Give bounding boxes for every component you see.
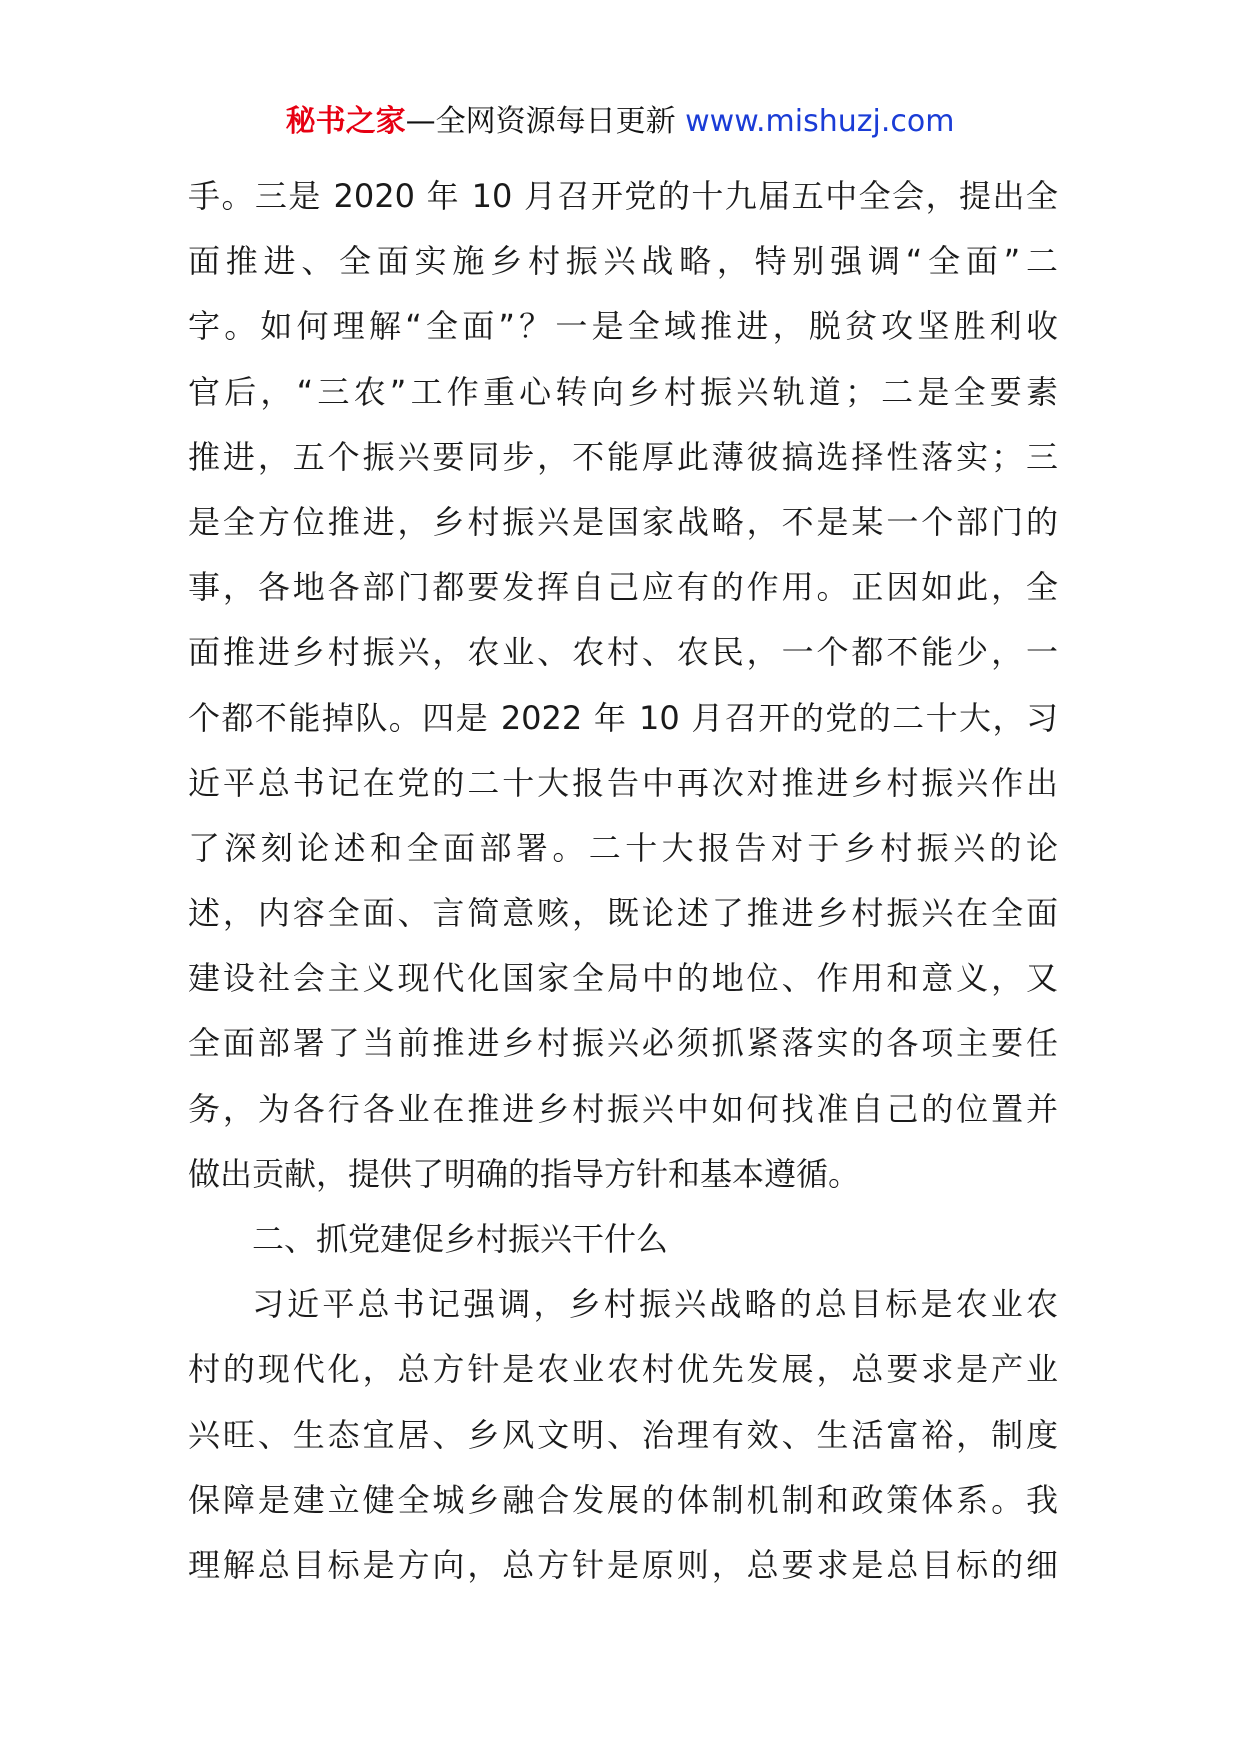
section-heading: 二、抓党建促乡村振兴干什么 [252, 1220, 669, 1258]
body-line: 保障是建立健全城乡融合发展的体制机制和政策体系。我 [188, 1480, 1058, 1519]
site-header [0, 100, 1240, 144]
document-body [188, 164, 1058, 1598]
header-tagline: —全网资源每日更新 [405, 104, 676, 139]
body-line: 事，各地各部门都要发挥自己应有的作用。正因如此，全 [188, 568, 1058, 607]
brand-name: 秘书之家 [285, 104, 406, 139]
body-line: 兴旺、生态宜居、乡风文明、治理有效、生活富裕，制度 [188, 1415, 1058, 1454]
body-line: 推进，五个振兴要同步，不能厚此薄彼搞选择性落实；三 [188, 437, 1058, 476]
body-line: 做出贡献，提供了明确的指导方针和基本遵循。 [188, 1154, 861, 1193]
body-line: 全面部署了当前推进乡村振兴必须抓紧落实的各项主要任 [188, 1024, 1058, 1063]
site-url-link[interactable]: www.mishuzj.com [685, 104, 955, 139]
body-line: 理解总目标是方向，总方针是原则，总要求是总目标的细 [188, 1545, 1058, 1584]
body-line: 面推进乡村振兴，农业、农村、农民，一个都不能少，一 [188, 633, 1058, 672]
body-line: 务，为各行各业在推进乡村振兴中如何找准自己的位置并 [188, 1089, 1058, 1128]
body-line: 官后，“三农”工作重心转向乡村振兴轨道；二是全要素 [188, 372, 1058, 411]
body-line: 面推进、全面实施乡村振兴战略，特别强调“全面”二 [188, 242, 1058, 281]
body-line: 了深刻论述和全面部署。二十大报告对于乡村振兴的论 [188, 828, 1058, 867]
body-line: 述，内容全面、言简意赅，既论述了推进乡村振兴在全面 [188, 894, 1058, 933]
body-line: 字。如何理解“全面”？一是全域推进，脱贫攻坚胜利收 [188, 307, 1058, 346]
body-line: 习近平总书记强调，乡村振兴战略的总目标是农业农 [252, 1285, 1058, 1324]
body-line: 建设社会主义现代化国家全局中的地位、作用和意义，又 [188, 959, 1058, 998]
body-line: 个都不能掉队。四是 2022 年 10 月召开的党的二十大，习 [188, 698, 1058, 737]
body-line: 近平总书记在党的二十大报告中再次对推进乡村振兴作出 [188, 763, 1058, 802]
body-line: 村的现代化，总方针是农业农村优先发展，总要求是产业 [188, 1350, 1058, 1389]
body-line: 是全方位推进，乡村振兴是国家战略，不是某一个部门的 [188, 502, 1058, 541]
body-line: 手。三是 2020 年 10 月召开党的十九届五中全会，提出全 [188, 177, 1058, 215]
